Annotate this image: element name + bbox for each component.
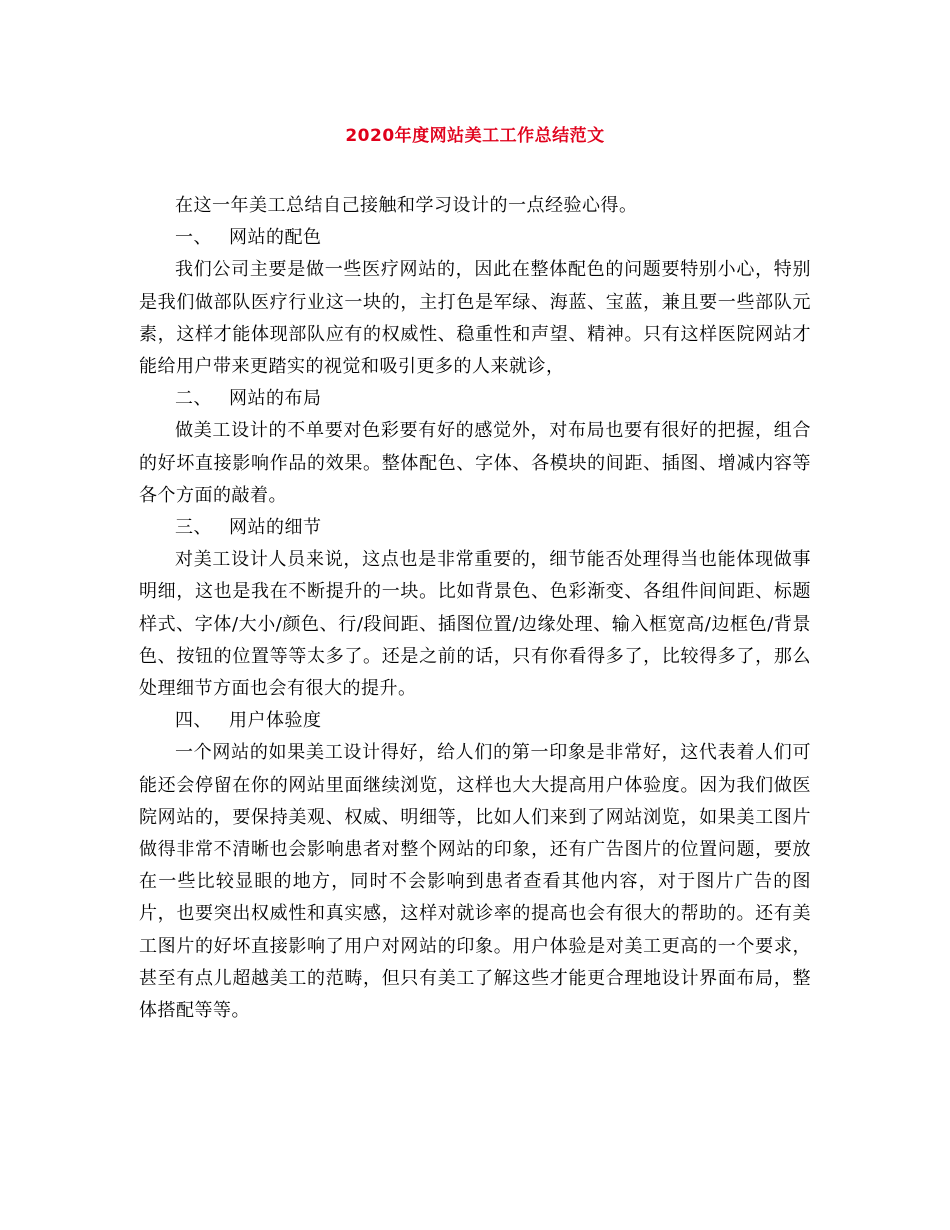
section-number-2: 二、	[175, 388, 212, 410]
section-heading-3	[139, 512, 811, 544]
section-body-2: 做美工设计的不单要对色彩要有好的感觉外，对布局也要有很好的把握，组合的好坏直接影响作品的效果。整体配色、字体、各模块的间距、插图、增减内容等各个方面的敲着。	[139, 420, 811, 506]
section-title-2: 网站的布局	[229, 388, 322, 410]
document-title: 2020年度网站美工工作总结范文	[345, 126, 605, 146]
section-body-4: 一个网站的如果美工设计得好，给人们的第一印象是非常好，这代表着人们可能还会停留在你的网站里面继续浏览，这样也大大提高用户体验度。因为我们做医院网站的，要保持美观、权威、明细等，比如人们来到了网站浏览，如果美工图片做得非常不清晰也会影响患者对整个网站的印象，还有广告图片的位置问题，要放在一些比较显眼的地方，同时不会影响到患者查看其他内容，对于图片广告的图片，也要突出权威性和真实感，这样对就诊率的提高也会有很大的帮助的。还有美工图片的好坏直接影响了用户对网站的印象。用户体验是对美工更高的一个要求，甚至有点儿超越美工的范畴，但只有美工了解这些才能更合理地设计界面布局，整体搭配等等。	[139, 742, 811, 1022]
section-heading-4	[139, 705, 811, 737]
document-body	[139, 190, 811, 1027]
section-heading-2	[139, 383, 811, 415]
section-title-4: 用户体验度	[229, 710, 322, 732]
section-body-1: 我们公司主要是做一些医疗网站的，因此在整体配色的问题要特别小心，特别是我们做部队医疗行业这一块的，主打色是军绿、海蓝、宝蓝，兼且要一些部队元素，这样才能体现部队应有的权威性、稳重性和声望、精神。只有这样医院网站才能给用户带来更踏实的视觉和吸引更多的人来就诊，	[139, 259, 811, 378]
section-title-1: 网站的配色	[229, 227, 322, 249]
section-body-3: 对美工设计人员来说，这点也是非常重要的，细节能否处理得当也能体现做事明细，这也是我在不断提升的一块。比如背景色、色彩渐变、各组件间间距、标题样式、字体/大小/颜色、行/段间距、插图位置/边缘处理、输入框宽高/边框色/背景色、按钮的位置等等太多了。还是之前的话，只有你看得多了，比较得多了，那么处理细节方面也会有很大的提升。	[139, 549, 811, 700]
section-number-1: 一、	[175, 227, 212, 249]
section-number-4: 四、	[175, 710, 212, 732]
intro-paragraph: 在这一年美工总结自己接触和学习设计的一点经验心得。	[175, 195, 638, 216]
section-title-3: 网站的细节	[229, 517, 322, 539]
section-number-3: 三、	[175, 517, 212, 539]
section-heading-1	[139, 222, 811, 254]
